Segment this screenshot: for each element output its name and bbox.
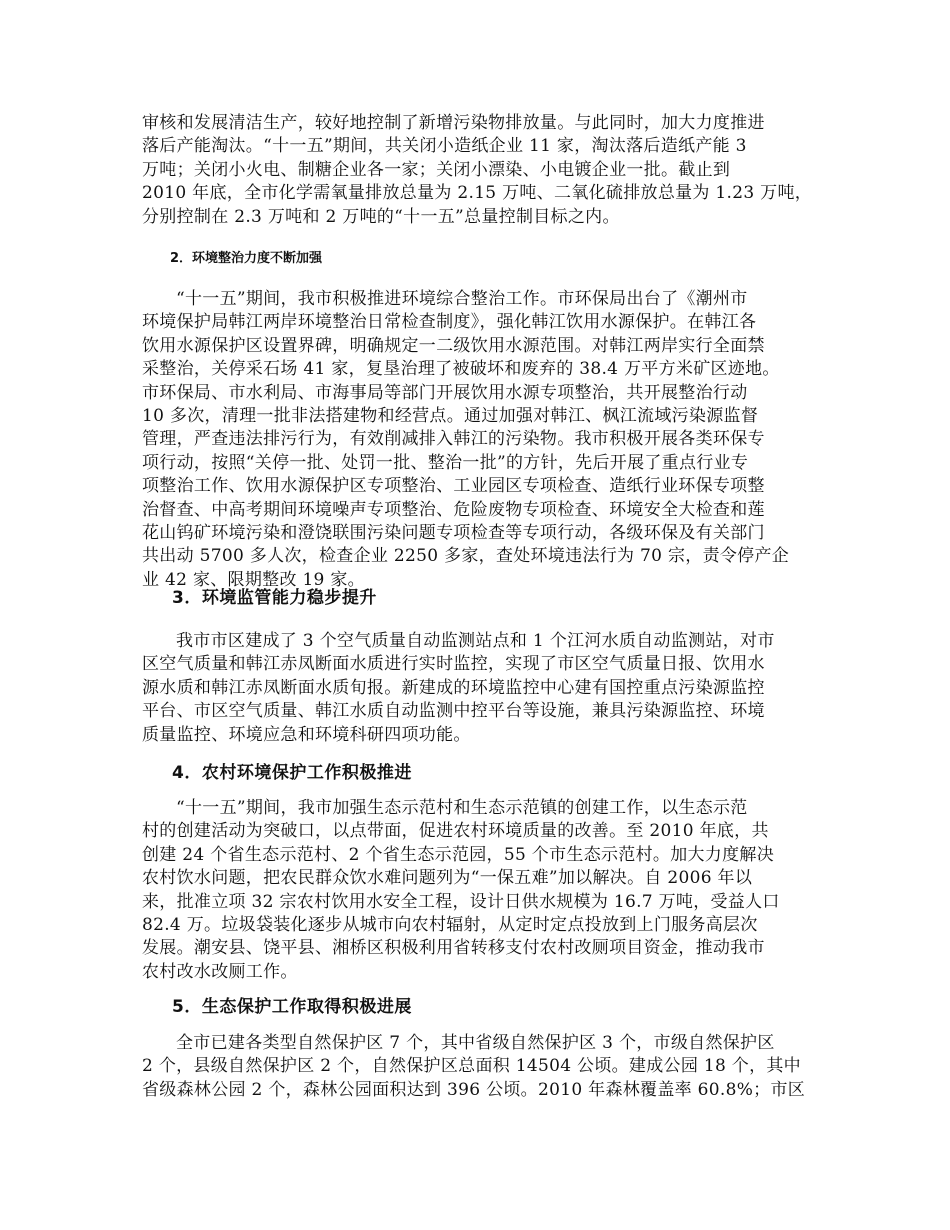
section-3-paragraph: 我市市区建成了 3 个空气质量自动监测站点和 1 个江河水质自动监测站，对市 区空气质量和韩江赤凤断面水质进行实时监控，实现了市区空气质量日报、饮用水 源水质和韩江赤凤断面水质旬报。新建成的环境监控中心建有国控重点污染源监控 平台、市区空气质量、韩江水质自动监测中控平台等设施，兼具污染源监控、环境 质量监控、环境应急和环境科研四项功能。 xyxy=(142,631,775,745)
section-2-heading: 2．环境整治力度不断加强 xyxy=(170,251,323,266)
section-5-heading: 5．生态保护工作取得积极进展 xyxy=(172,997,412,1017)
section-4-paragraph: “十一五”期间，我市加强生态示范村和生态示范镇的创建工作，以生态示范 村的创建活动为突破口，以点带面，促进农村环境质量的改善。至 2010 年底，共 创建 24 个省生态示范村、2 个省生态示范园，55 个市生态示范村。加大力度解决 农村饮水问题，把农民群众饮水难问题列为“一保五难”加以解决。自 2006 年以 来，批准立项 32 宗农村饮用水安全工程，设计日供水规模为 16.7 万吨，受益人口 82.4 万。垃圾袋装化逐步从城市向农村辐射，从定时定点投放到上门服务高层次 发展。潮安县、饶平县、湘桥区积极利用省转移支付农村改厕项目资金，推动我市 农村改水改厕工作。 xyxy=(142,798,780,982)
intro-paragraph: 审核和发展清洁生产，较好地控制了新增污染物排放量。与此同时，加大力度推进 落后产能淘汰。“十一五”期间，共关闭小造纸企业 11 家，淘汰落后造纸产能 3 万吨；关闭小火电、制糖企业各一家；关闭小漂染、小电镀企业一批。截止到 2010 年底，全市化学需氧量排放总量为 2.15 万吨、二氧化硫排放总量为 1.23 万吨， 分别控制在 2.3 万吨和 2 万吨的“十一五”总量控制目标之内。 xyxy=(142,113,813,227)
section-4-heading: 4．农村环境保护工作积极推进 xyxy=(172,763,412,783)
section-2-paragraph: “十一五”期间，我市积极推进环境综合整治工作。市环保局出台了《潮州市 环境保护局韩江两岸环境整治日常检查制度》，强化韩江饮用水源保护。在韩江各 饮用水源保护区设置界碑，明确规定一二级饮用水源范围。对韩江两岸实行全面禁 采整治，关停采石场 41 家，复垦治理了被破坏和废弃的 38.4 万平方米矿区迹地。 市环保局、市水利局、市海事局等部门开展饮用水源专项整治，共开展整治行动 10 多次，清理一批非法搭建物和经营点。通过加强对韩江、枫江流域污染源监督 管理，严查违法排污行为，有效削减排入韩江的污染物。我市积极开展各类环保专 项行动，按照“关停一批、处罚一批、整治一批”的方针，先后开展了重点行业专 项整治工作、饮用水源保护区专项整治、工业园区专项检查、造纸行业环保专项整 治督查、中高考期间环境噪声专项整治、危险废物专项检查、环境安全大检查和莲 花山钨矿环境污染和澄饶联围污染问题专项检查等专项行动，各级环保及有关部门 共出动 5700 多人次，检查企业 2250 多家，查处环境违法行为 70 宗，责令停产企 业 42 家、限期整改 19 家。 xyxy=(142,289,790,590)
section-5-paragraph: 全市已建各类型自然保护区 7 个，其中省级自然保护区 3 个，市级自然保护区 2 个，县级自然保护区 2 个，自然保护区总面积 14504 公顷。建成公园 18 个，其中 省级森林公园 2 个，森林公园面积达到 396 公顷。2010 年森林覆盖率 60.8%；市区 xyxy=(142,1033,806,1100)
section-3-heading: 3．环境监管能力稳步提升 xyxy=(172,588,377,608)
